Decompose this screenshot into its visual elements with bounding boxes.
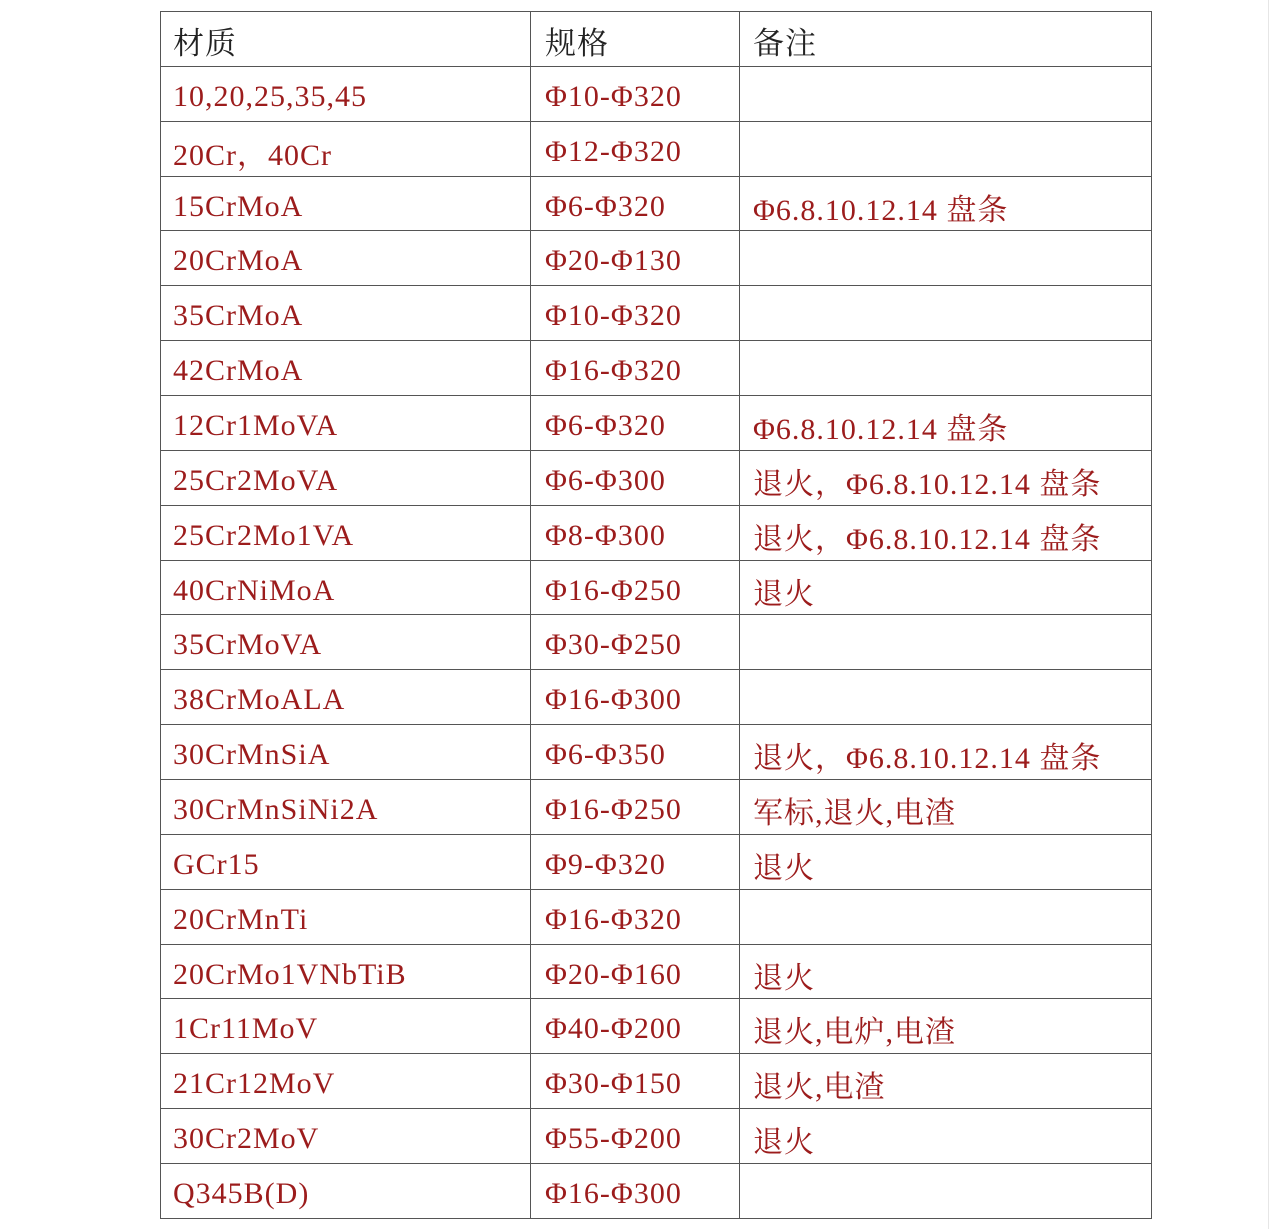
cell-spec: Φ6-Φ320 — [531, 396, 740, 451]
cell-material: 35CrMoVA — [161, 615, 531, 670]
table-row — [161, 999, 1152, 1054]
table-row — [161, 341, 1152, 396]
cell-remark — [740, 341, 1152, 396]
cell-remark: 退火，Φ6.8.10.12.14 盘条 — [740, 725, 1152, 780]
cell-material: Q345B(D) — [161, 1164, 531, 1219]
cell-spec: Φ16-Φ300 — [531, 670, 740, 725]
cell-spec: Φ30-Φ150 — [531, 1054, 740, 1109]
cell-material: 20Cr，40Cr — [161, 121, 531, 176]
header-spec: 规格 — [531, 12, 740, 67]
cell-remark — [740, 615, 1152, 670]
cell-spec: Φ16-Φ300 — [531, 1164, 740, 1219]
cell-remark — [740, 121, 1152, 176]
cell-spec: Φ16-Φ320 — [531, 889, 740, 944]
table-row — [161, 834, 1152, 889]
cell-remark — [740, 286, 1152, 341]
cell-remark: Φ6.8.10.12.14 盘条 — [740, 176, 1152, 231]
header-row — [161, 12, 1152, 67]
cell-spec: Φ6-Φ350 — [531, 725, 740, 780]
cell-remark: 退火，Φ6.8.10.12.14 盘条 — [740, 450, 1152, 505]
header-remark: 备注 — [740, 12, 1152, 67]
table-row — [161, 121, 1152, 176]
cell-remark: 退火 — [740, 944, 1152, 999]
cell-material: 35CrMoA — [161, 286, 531, 341]
cell-remark — [740, 889, 1152, 944]
cell-spec: Φ10-Φ320 — [531, 66, 740, 121]
table-row — [161, 396, 1152, 451]
cell-material: 42CrMoA — [161, 341, 531, 396]
cell-remark: 退火 — [740, 1109, 1152, 1164]
materials-spec-table — [160, 11, 1152, 1219]
cell-material: 12Cr1MoVA — [161, 396, 531, 451]
cell-material: 20CrMoA — [161, 231, 531, 286]
cell-spec: Φ10-Φ320 — [531, 286, 740, 341]
cell-spec: Φ16-Φ320 — [531, 341, 740, 396]
cell-material: 25Cr2MoVA — [161, 450, 531, 505]
cell-remark: 退火,电渣 — [740, 1054, 1152, 1109]
cell-spec: Φ40-Φ200 — [531, 999, 740, 1054]
table-row — [161, 670, 1152, 725]
cell-spec: Φ20-Φ130 — [531, 231, 740, 286]
cell-material: 15CrMoA — [161, 176, 531, 231]
table-row — [161, 286, 1152, 341]
cell-material: 25Cr2Mo1VA — [161, 505, 531, 560]
cell-spec: Φ30-Φ250 — [531, 615, 740, 670]
cell-material: 21Cr12MoV — [161, 1054, 531, 1109]
cell-material: 20CrMo1VNbTiB — [161, 944, 531, 999]
table-row — [161, 66, 1152, 121]
cell-remark: 军标,退火,电渣 — [740, 780, 1152, 835]
cell-spec: Φ8-Φ300 — [531, 505, 740, 560]
cell-remark: Φ6.8.10.12.14 盘条 — [740, 396, 1152, 451]
cell-remark: 退火 — [740, 560, 1152, 615]
cell-spec: Φ55-Φ200 — [531, 1109, 740, 1164]
cell-material: 30CrMnSiA — [161, 725, 531, 780]
cell-material: GCr15 — [161, 834, 531, 889]
page-edge-line — [1268, 0, 1269, 1229]
cell-material: 20CrMnTi — [161, 889, 531, 944]
cell-remark: 退火,电炉,电渣 — [740, 999, 1152, 1054]
table-body — [161, 66, 1152, 1218]
cell-spec: Φ16-Φ250 — [531, 560, 740, 615]
cell-spec: Φ6-Φ320 — [531, 176, 740, 231]
table-row — [161, 889, 1152, 944]
cell-material: 38CrMoALA — [161, 670, 531, 725]
cell-spec: Φ16-Φ250 — [531, 780, 740, 835]
cell-spec: Φ20-Φ160 — [531, 944, 740, 999]
cell-remark — [740, 1164, 1152, 1219]
cell-material: 30CrMnSiNi2A — [161, 780, 531, 835]
table-row — [161, 505, 1152, 560]
table-row — [161, 1109, 1152, 1164]
header-material: 材质 — [161, 12, 531, 67]
cell-material: 40CrNiMoA — [161, 560, 531, 615]
cell-remark — [740, 670, 1152, 725]
cell-spec: Φ6-Φ300 — [531, 450, 740, 505]
cell-remark — [740, 231, 1152, 286]
cell-material: 1Cr11MoV — [161, 999, 531, 1054]
cell-remark: 退火 — [740, 834, 1152, 889]
table-row — [161, 615, 1152, 670]
cell-material: 10,20,25,35,45 — [161, 66, 531, 121]
table-row — [161, 1164, 1152, 1219]
cell-material: 30Cr2MoV — [161, 1109, 531, 1164]
cell-spec: Φ12-Φ320 — [531, 121, 740, 176]
table-row — [161, 450, 1152, 505]
table-row — [161, 176, 1152, 231]
table-row — [161, 944, 1152, 999]
cell-remark — [740, 66, 1152, 121]
table-row — [161, 560, 1152, 615]
cell-spec: Φ9-Φ320 — [531, 834, 740, 889]
table-row — [161, 725, 1152, 780]
cell-remark: 退火，Φ6.8.10.12.14 盘条 — [740, 505, 1152, 560]
table-row — [161, 231, 1152, 286]
table-row — [161, 780, 1152, 835]
table-row — [161, 1054, 1152, 1109]
